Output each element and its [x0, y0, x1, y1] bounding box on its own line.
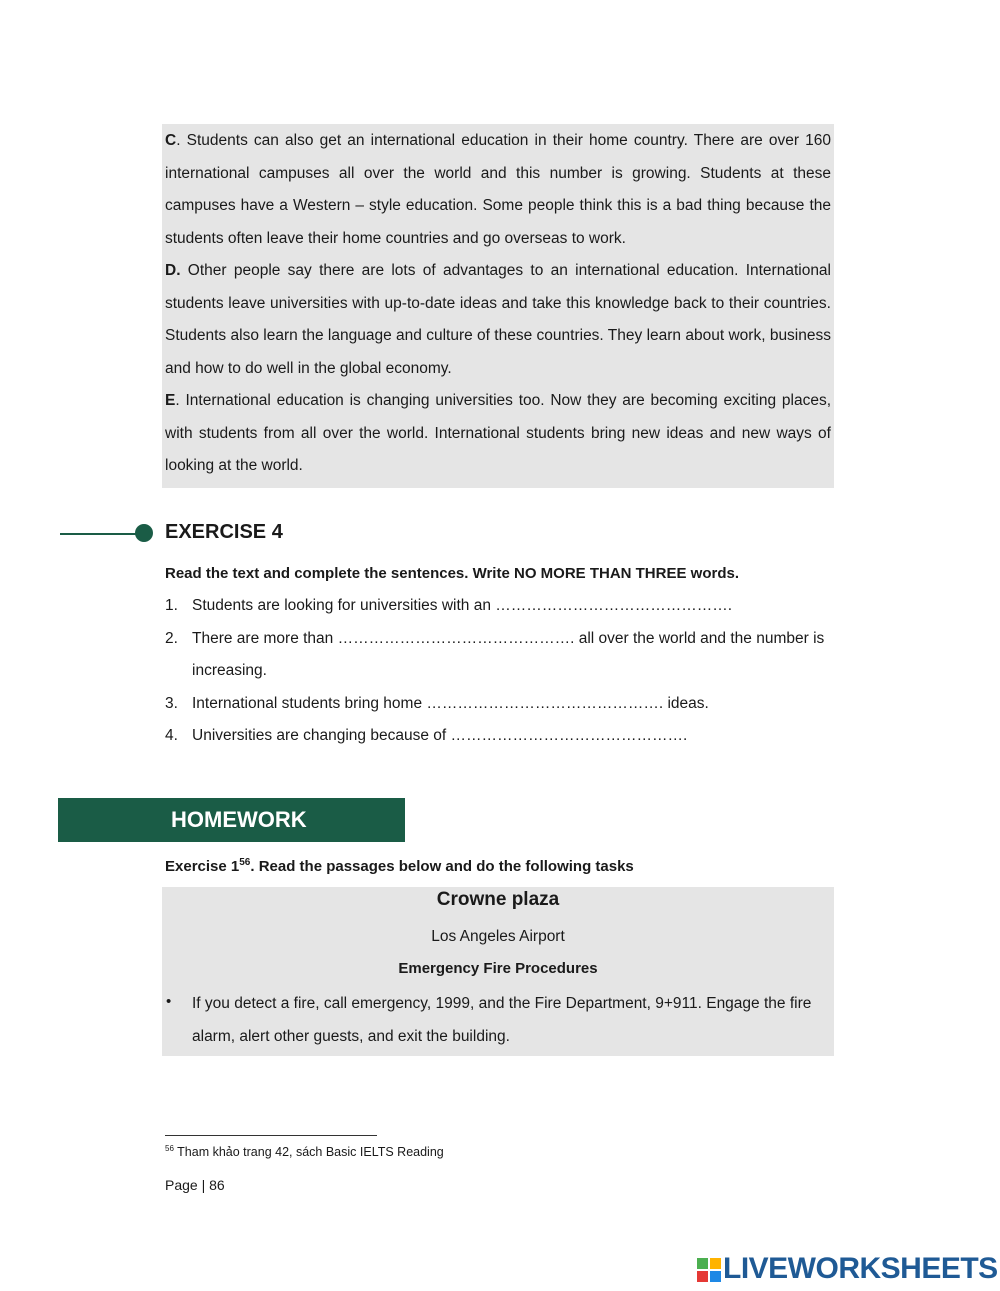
notice-bullet-text: If you detect a fire, call emergency, 1999, and the Fire Department, 9+911. Engage the fire alarm, alert other guests, and exit the building.: [192, 995, 812, 1045]
paragraph-c: [165, 125, 831, 255]
notice-heading: Emergency Fire Procedures: [398, 960, 598, 977]
paragraph-c-letter: C: [165, 132, 177, 149]
question-1-text: Students are looking for universities with an ……………………………………….: [192, 597, 733, 614]
question-2-continuation: increasing.: [192, 662, 267, 679]
paragraph-e-letter: E: [165, 392, 176, 409]
question-2-number: 2.: [165, 630, 178, 647]
exercise-marker-dot: [135, 524, 153, 542]
homework-exercise-suffix: . Read the passages below and do the following tasks: [250, 858, 634, 875]
page-number: Page | 86: [165, 1177, 225, 1193]
question-4-number: 4.: [165, 727, 178, 744]
bullet-icon: •: [166, 993, 172, 1010]
exercise-4-title: EXERCISE 4: [165, 521, 283, 543]
notice-subtitle: Los Angeles Airport: [431, 928, 565, 945]
logo-grid-icon: [697, 1258, 721, 1282]
paragraph-d-letter: D.: [165, 262, 181, 279]
question-4-text: Universities are changing because of ……………………………………….: [192, 727, 688, 744]
notice-title: Crowne plaza: [436, 889, 560, 910]
footnote: [165, 1144, 444, 1159]
paragraph-d-text: Other people say there are lots of advantages to an international education. International students leave universities with up-to-date ideas and take this knowledge back to their countries. Students also learn the language and culture of these countries. They learn about work, business and how to do well in the global economy.: [165, 262, 831, 377]
exercise-4-instruction: Read the text and complete the sentences. Write NO MORE THAN THREE words.: [165, 565, 739, 582]
footnote-text: Tham khảo trang 42, sách Basic IELTS Reading: [173, 1145, 444, 1160]
footnote-reference: 56: [239, 857, 251, 868]
homework-banner: [58, 798, 405, 842]
exercise-marker-line: [60, 533, 140, 535]
question-3-text: International students bring home ………………………………………. ideas.: [192, 695, 709, 712]
paragraph-e: [165, 385, 831, 483]
homework-exercise-prefix: Exercise 1: [165, 858, 240, 875]
logo-text: LIVEWORKSHEETS: [723, 1252, 998, 1285]
paragraph-c-text: . Students can also get an international education in their home country. There are over 160 international campuses all over the world and this number is growing. Students at these campuses have a Western – style education. Some people think this is a bad thing because the students often leave their home countries and go overseas to work.: [165, 132, 831, 247]
homework-exercise-heading: [165, 857, 634, 875]
question-1-number: 1.: [165, 597, 178, 614]
question-2-text: There are more than ………………………………………. all over the world and the number is: [192, 630, 825, 647]
paragraph-e-text: . International education is changing universities too. Now they are becoming exciting places, with students from all over the world. International students bring new ideas and new ways of looking at the world.: [165, 392, 831, 474]
question-3-number: 3.: [165, 695, 178, 712]
footnote-divider: [165, 1135, 377, 1136]
paragraph-d: [165, 255, 831, 385]
footnote-number: 56: [165, 1144, 174, 1153]
homework-label: HOMEWORK: [171, 807, 307, 832]
